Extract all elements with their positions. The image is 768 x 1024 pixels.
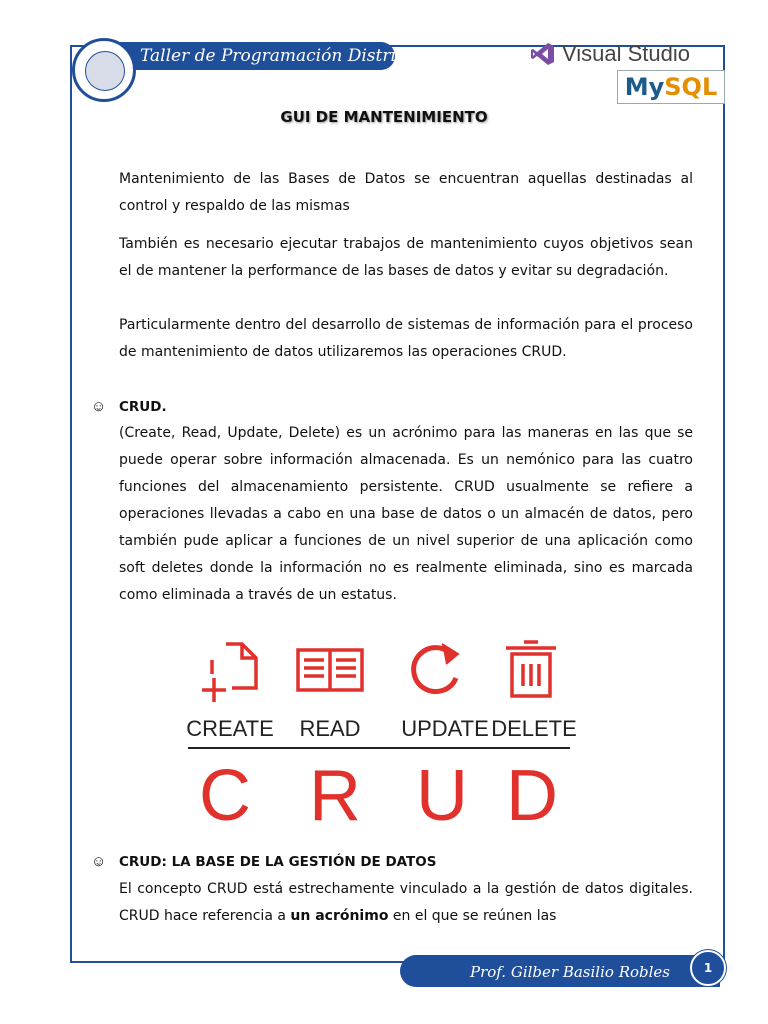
label-read: READ [299,716,361,741]
delete-icon [506,642,556,696]
visual-studio-icon [530,41,556,67]
mysql-logo: MySQL [617,70,725,104]
section-heading-crud: CRUD. [119,399,167,415]
section-crud-text: (Create, Read, Update, Delete) es un acrónimo para las maneras en las que se puede operar sobre información almacenada. Es un nemónico para las cuatro funciones del almacenamiento persistente. CRUD usualmente se refiere a operaciones llevadas a cabo en una base de datos o un almacén de datos, pero también pude aplicar a funciones de un nivel superior de una aplicación como soft deletes donde la información no es realmente eliminada, sino es marcada como eliminada a través de un estatus. [119,425,693,603]
section-gestion-text: El concepto CRUD está estrechamente vinculado a la gestión de datos digitales. CRUD hace referencia a un acrónimo en el que se reúnen las [119,881,693,924]
letter-u: U [416,756,468,830]
create-icon [202,644,256,702]
label-delete: DELETE [491,716,577,741]
page-number-badge: 1 [690,950,726,986]
paragraph-1: Mantenimiento de las Bases de Datos se encuentran aquellas destinadas al control y respaldo de las mismas [119,171,693,214]
author-name: Prof. Gilber Basilio Robles [470,963,670,981]
label-update: UPDATE [401,716,489,741]
paragraph-2: También es necesario ejecutar trabajos de mantenimiento cuyos objetivos sean el de mantener la performance de las bases de datos y evitar su degradación. [119,236,693,279]
bold-acronym: un acrónimo [290,908,389,924]
read-icon [298,650,362,690]
visual-studio-text: Visual Studio [562,41,691,66]
letter-r: R [309,756,361,830]
letter-c: C [199,756,251,830]
paragraph-3: Particularmente dentro del desarrollo de sistemas de información para el proceso de mantenimiento de datos utilizaremos las operaciones CRUD. [119,317,693,360]
smiley-icon: ☺ [91,853,107,870]
institution-seal-logo [72,38,136,102]
crud-illustration [180,630,580,830]
section-heading-gestion: CRUD: LA BASE DE LA GESTIÓN DE DATOS [119,854,437,870]
portrait-icon [85,51,125,91]
update-icon [414,644,458,692]
document-title: GUI DE MANTENIMIENTO [280,108,488,126]
smiley-icon: ☺ [91,398,107,415]
letter-d: D [506,756,558,830]
label-create: CREATE [186,716,274,741]
visual-studio-logo [530,41,690,67]
course-title: Taller de Programación Distribuida [140,46,445,66]
